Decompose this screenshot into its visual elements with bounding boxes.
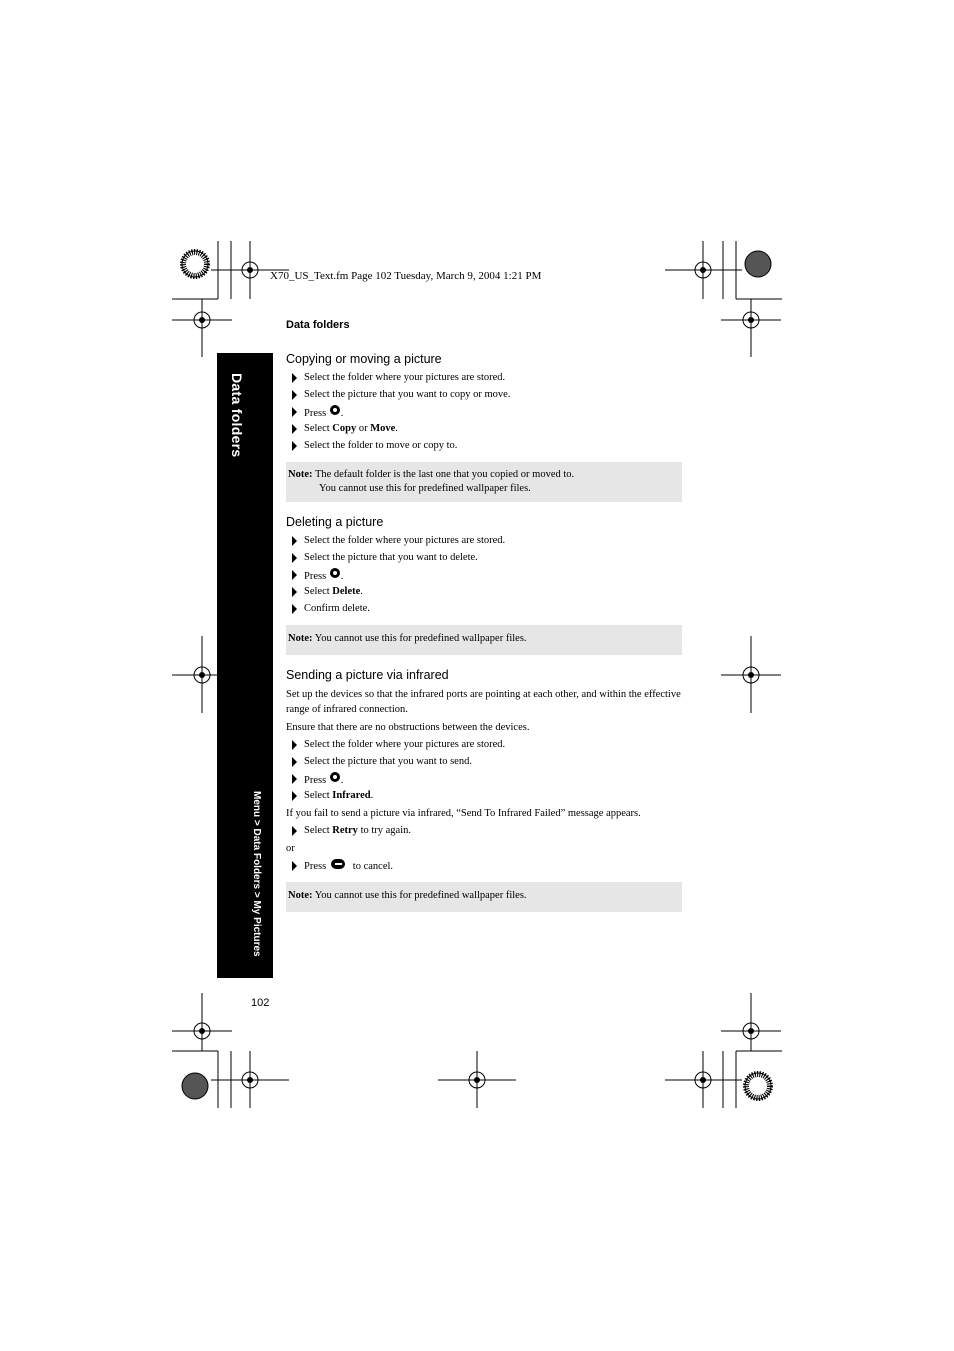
paragraph-or: or xyxy=(286,843,295,854)
note-label: Note: xyxy=(288,633,313,644)
step-text: to try again. xyxy=(360,825,412,836)
paragraph: Ensure that there are no obstructions between the devices. xyxy=(286,722,530,733)
file-header: X70_US_Text.fm Page 102 Tuesday, March 9, 2004 1:21 PM xyxy=(270,270,542,282)
section-title: Deleting a picture xyxy=(286,515,384,529)
step-text: Press xyxy=(304,408,327,419)
note-label: Note: xyxy=(288,469,313,480)
step-text: to cancel. xyxy=(352,861,394,872)
menu-key-icon xyxy=(330,405,340,415)
step-item xyxy=(286,405,682,422)
arrow-bullet-icon xyxy=(292,373,297,383)
note-text: You cannot use this for predefined wallpaper files. xyxy=(314,890,527,901)
step-text: Press xyxy=(304,861,327,872)
section-delete xyxy=(286,514,682,655)
arrow-bullet-icon xyxy=(292,407,297,417)
step-text: Select xyxy=(304,586,330,597)
note-box xyxy=(286,462,682,502)
step-item xyxy=(286,388,682,405)
step-text: . xyxy=(340,775,344,786)
step-text: . xyxy=(370,790,374,801)
step-item xyxy=(286,585,682,602)
arrow-bullet-icon xyxy=(292,791,297,801)
arrow-bullet-icon xyxy=(292,424,297,434)
paragraph: Set up the devices so that the infrared ports are pointing at each other, and within the effective range of infrared connection. xyxy=(286,689,681,715)
note-box xyxy=(286,882,682,912)
step-text: Select xyxy=(304,790,330,801)
arrow-bullet-icon xyxy=(292,587,297,597)
step-item xyxy=(286,738,682,755)
menu-key-icon xyxy=(330,568,340,578)
step-text: Press xyxy=(304,571,327,582)
step-text: . xyxy=(360,586,363,597)
step-text: . xyxy=(340,408,344,419)
step-item xyxy=(286,551,682,568)
note-text: You cannot use this for predefined wallpaper files. xyxy=(319,483,531,494)
chapter-sidebar-tab xyxy=(217,353,273,978)
arrow-bullet-icon xyxy=(292,774,297,784)
note-box xyxy=(286,625,682,655)
page-number: 102 xyxy=(251,997,270,1009)
option-infrared: Infrared xyxy=(332,790,371,801)
step-item xyxy=(286,439,682,456)
step-item xyxy=(286,371,682,388)
step-text: Select the picture that you want to send. xyxy=(304,756,472,767)
step-text: Select xyxy=(304,825,330,836)
step-item xyxy=(286,602,682,619)
note-text: You cannot use this for predefined wallpaper files. xyxy=(314,633,527,644)
sidebar-title: Data folders xyxy=(229,373,245,458)
menu-key-icon xyxy=(330,772,340,782)
main-content xyxy=(286,351,682,924)
section-title: Copying or moving a picture xyxy=(286,352,442,366)
step-item xyxy=(286,772,682,789)
step-text: Select the picture that you want to delete. xyxy=(304,552,478,563)
arrow-bullet-icon xyxy=(292,861,297,871)
step-text: Select the folder where your pictures are stored. xyxy=(304,535,506,546)
step-text: Select xyxy=(304,423,330,434)
step-text: . xyxy=(395,423,398,434)
step-item xyxy=(286,422,682,439)
arrow-bullet-icon xyxy=(292,390,297,400)
step-text: Press xyxy=(304,775,327,786)
step-text: Select the picture that you want to copy or move. xyxy=(304,389,511,400)
arrow-bullet-icon xyxy=(292,826,297,836)
step-item xyxy=(286,824,682,841)
option-copy: Copy xyxy=(332,423,357,434)
step-item xyxy=(286,859,682,876)
step-item xyxy=(286,755,682,772)
arrow-bullet-icon xyxy=(292,604,297,614)
arrow-bullet-icon xyxy=(292,553,297,563)
section-title: Sending a picture via infrared xyxy=(286,668,449,682)
arrow-bullet-icon xyxy=(292,570,297,580)
paragraph: If you fail to send a picture via infrared, “Send To Infrared Failed” message appears. xyxy=(286,808,641,819)
step-item xyxy=(286,534,682,551)
arrow-bullet-icon xyxy=(292,740,297,750)
option-delete: Delete xyxy=(332,586,361,597)
note-text: The default folder is the last one that you copied or moved to. xyxy=(314,469,575,480)
option-retry: Retry xyxy=(332,825,358,836)
option-move: Move xyxy=(370,423,396,434)
arrow-bullet-icon xyxy=(292,757,297,767)
step-text: Confirm delete. xyxy=(304,603,370,614)
end-key-icon xyxy=(331,859,345,869)
arrow-bullet-icon xyxy=(292,441,297,451)
section-infrared xyxy=(286,667,682,912)
note-label: Note: xyxy=(288,890,313,901)
arrow-bullet-icon xyxy=(292,536,297,546)
step-text: Select the folder where your pictures are stored. xyxy=(304,372,506,383)
step-text: Select the folder to move or copy to. xyxy=(304,440,458,451)
step-text: Select the folder where your pictures are stored. xyxy=(304,739,506,750)
sidebar-menu-path: Menu > Data Folders > My Pictures xyxy=(251,791,262,957)
step-item xyxy=(286,789,682,806)
section-copy-move xyxy=(286,351,682,502)
step-text: or xyxy=(358,423,368,434)
step-item xyxy=(286,568,682,585)
step-text: . xyxy=(340,571,344,582)
running-header: Data folders xyxy=(286,319,350,331)
